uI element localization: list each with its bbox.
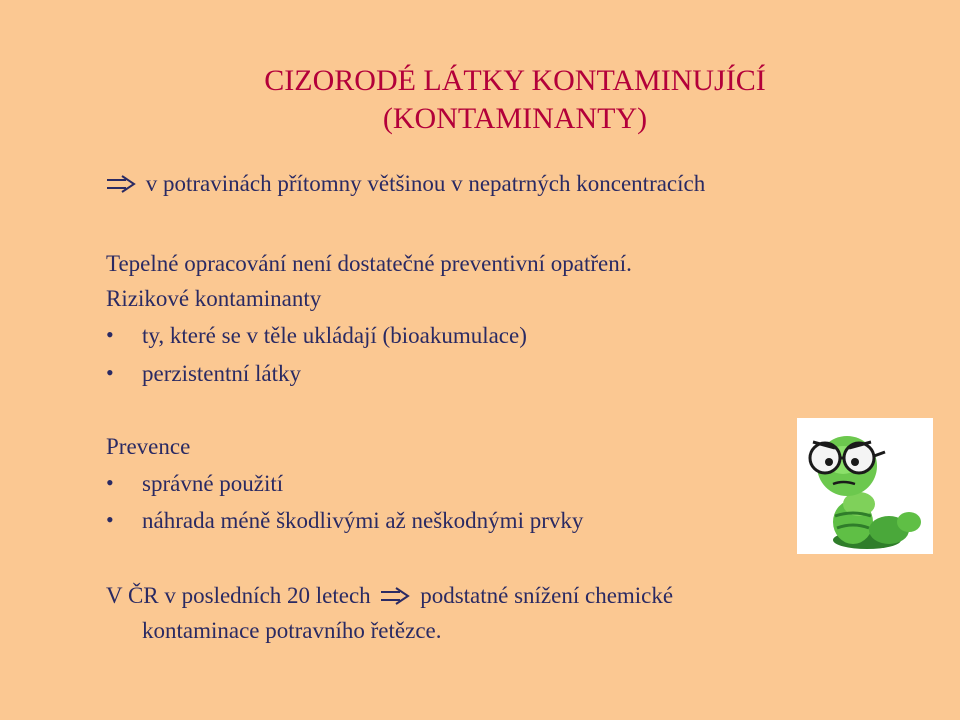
heat-treatment-text: Tepelné opracování není dostatečné preventivní opatření. <box>106 251 632 276</box>
bullet-dot-icon: • <box>106 507 114 532</box>
intro-text: v potravinách přítomny většinou v nepatrných koncentracích <box>145 171 706 196</box>
risky-heading: Rizikové kontaminanty <box>106 286 322 311</box>
double-right-arrow-icon <box>106 175 136 193</box>
worm-with-glasses-icon <box>797 418 933 554</box>
prevention-item-2: náhrada méně škodlivými až neškodnými prvky <box>142 508 584 533</box>
conclusion-part-2: podstatné snížení chemické <box>420 583 674 608</box>
risky-item-1: ty, které se v těle ukládají (bioakumulace) <box>142 323 527 348</box>
intro-line <box>106 170 705 198</box>
prevention-heading: Prevence <box>106 434 191 459</box>
risky-item-2: perzistentní látky <box>142 361 302 386</box>
conclusion-part-1: V ČR v posledních 20 letech <box>106 583 371 608</box>
title-line-1: CIZORODÉ LÁTKY KONTAMINUJÍCÍ <box>264 64 766 97</box>
slide-title <box>0 62 960 138</box>
bullet-dot-icon: • <box>106 470 114 495</box>
title-line-2: (KONTAMINANTY) <box>382 102 648 135</box>
conclusion-line-2: kontaminace potravního řetězce. <box>142 618 442 643</box>
conclusion-line-1 <box>106 582 673 610</box>
double-right-arrow-icon <box>380 587 410 605</box>
prevention-item-1: správné použití <box>142 471 284 496</box>
bullet-dot-icon: • <box>106 322 114 347</box>
bullet-dot-icon: • <box>106 360 114 385</box>
